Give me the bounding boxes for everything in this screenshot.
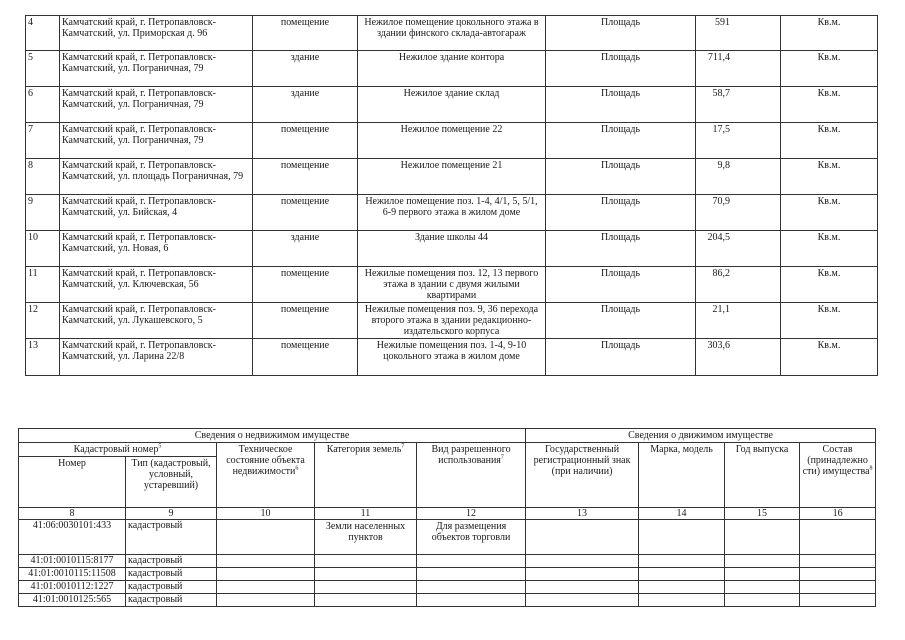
row-object-type: помещение <box>253 339 358 376</box>
row-object-name: Нежилые помещения поз. 9, 36 перехода второго этажа в здании редакционно-издательского корпуса <box>358 303 546 339</box>
movable-cell <box>725 594 800 607</box>
row-unit: Кв.м. <box>781 16 878 51</box>
movable-cell <box>639 555 725 568</box>
row-unit: Кв.м. <box>781 195 878 231</box>
land-category <box>315 568 417 581</box>
row-number: 4 <box>26 16 60 51</box>
column-number: 8 <box>19 508 126 520</box>
movable-cell <box>639 594 725 607</box>
table-row <box>19 520 876 555</box>
column-number: 15 <box>725 508 800 520</box>
header-permitted-use: Вид разрешенного использования$^7$ <box>417 443 526 508</box>
cadastral-type: кадастровый <box>126 594 217 607</box>
row-object-type: помещение <box>253 195 358 231</box>
row-parameter: Площадь <box>546 159 696 195</box>
header-tech-state: Техническое состояние объекта недвижимости$^6$ <box>217 443 315 508</box>
tech-state <box>217 568 315 581</box>
row-number: 13 <box>26 339 60 376</box>
group-header-movable: Сведения о движимом имуществе <box>526 429 876 443</box>
row-unit: Кв.м. <box>781 303 878 339</box>
table-row <box>26 16 878 51</box>
table-row <box>19 568 876 581</box>
row-object-name: Нежилые помещения поз. 1-4, 9-10 цокольного этажа в жилом доме <box>358 339 546 376</box>
row-object-name: Нежилое помещение 21 <box>358 159 546 195</box>
cadastral-type: кадастровый <box>126 555 217 568</box>
row-address: Камчатский край, г. Петропавловск-Камчатский, ул. Лукашевского, 5 <box>60 303 253 339</box>
movable-cell <box>800 520 876 555</box>
property-table-bottom-body <box>19 508 876 607</box>
movable-cell <box>725 520 800 555</box>
permitted-use <box>417 581 526 594</box>
row-object-name: Нежилое здание склад <box>358 87 546 123</box>
movable-cell <box>526 555 639 568</box>
row-object-type: помещение <box>253 267 358 303</box>
row-object-type: помещение <box>253 123 358 159</box>
row-address: Камчатский край, г. Петропавловск-Камчатский, ул. Пограничная, 79 <box>60 51 253 87</box>
row-number: 8 <box>26 159 60 195</box>
permitted-use <box>417 568 526 581</box>
tech-state <box>217 581 315 594</box>
header-number: Номер <box>19 457 126 508</box>
land-category <box>315 594 417 607</box>
row-parameter: Площадь <box>546 87 696 123</box>
row-object-name: Нежилые помещения поз. 12, 13 первого этажа в здании с двумя жилыми квартирами <box>358 267 546 303</box>
movable-cell <box>526 520 639 555</box>
row-parameter: Площадь <box>546 195 696 231</box>
table-row <box>26 303 878 339</box>
row-parameter: Площадь <box>546 51 696 87</box>
row-object-name: Здание школы 44 <box>358 231 546 267</box>
movable-cell <box>526 568 639 581</box>
row-object-name: Нежилое помещение поз. 1-4, 4/1, 5, 5/1, 6-9 первого этажа в жилом доме <box>358 195 546 231</box>
cadastral-type: кадастровый <box>126 568 217 581</box>
movable-cell <box>800 594 876 607</box>
movable-cell <box>725 568 800 581</box>
header-composition: Состав (принадлежно сти) имущества$^8$ <box>800 443 876 508</box>
row-parameter: Площадь <box>546 231 696 267</box>
movable-cell <box>526 581 639 594</box>
row-value: 86,2 <box>696 267 781 303</box>
row-unit: Кв.м. <box>781 231 878 267</box>
table-row <box>26 51 878 87</box>
column-numbers-row <box>19 508 876 520</box>
land-category: Земли населенных пунктов <box>315 520 417 555</box>
row-object-name: Нежилое помещение цокольного этажа в здании финского склада-автогараж <box>358 16 546 51</box>
row-parameter: Площадь <box>546 303 696 339</box>
row-number: 9 <box>26 195 60 231</box>
row-object-type: здание <box>253 51 358 87</box>
table-row <box>19 555 876 568</box>
header-reg-sign: Государственный регистрационный знак (при наличии) <box>526 443 639 508</box>
row-object-type: здание <box>253 231 358 267</box>
row-unit: Кв.м. <box>781 339 878 376</box>
permitted-use: Для размещения объектов торговли <box>417 520 526 555</box>
header-cadastral-number: Кадастровый номер$^5$ <box>19 443 217 457</box>
row-value: 9,8 <box>696 159 781 195</box>
table-row <box>26 159 878 195</box>
table-row <box>26 123 878 159</box>
row-unit: Кв.м. <box>781 87 878 123</box>
cadastral-number: 41:01:0010115:8177 <box>19 555 126 568</box>
column-number: 13 <box>526 508 639 520</box>
row-value: 70,9 <box>696 195 781 231</box>
header-model: Марка, модель <box>639 443 725 508</box>
table-row <box>26 267 878 303</box>
row-object-type: помещение <box>253 303 358 339</box>
cadastral-number: 41:06:0030101:433 <box>19 520 126 555</box>
row-address: Камчатский край, г. Петропавловск-Камчатский, ул. Новая, 6 <box>60 231 253 267</box>
row-value: 204,5 <box>696 231 781 267</box>
table-row <box>26 87 878 123</box>
row-parameter: Площадь <box>546 339 696 376</box>
row-unit: Кв.м. <box>781 267 878 303</box>
row-unit: Кв.м. <box>781 123 878 159</box>
row-address: Камчатский край, г. Петропавловск-Камчатский, ул. Бийская, 4 <box>60 195 253 231</box>
movable-cell <box>639 520 725 555</box>
row-parameter: Площадь <box>546 123 696 159</box>
column-number: 10 <box>217 508 315 520</box>
tech-state <box>217 520 315 555</box>
movable-cell <box>725 555 800 568</box>
row-object-type: помещение <box>253 16 358 51</box>
cadastral-type: кадастровый <box>126 520 217 555</box>
row-value: 591 <box>696 16 781 51</box>
row-object-type: помещение <box>253 159 358 195</box>
row-value: 58,7 <box>696 87 781 123</box>
land-category <box>315 555 417 568</box>
row-number: 6 <box>26 87 60 123</box>
row-number: 7 <box>26 123 60 159</box>
row-address: Камчатский край, г. Петропавловск-Камчатский, ул. Пограничная, 79 <box>60 123 253 159</box>
property-table-top-body <box>26 16 878 376</box>
property-table-bottom <box>18 428 876 607</box>
column-number: 16 <box>800 508 876 520</box>
permitted-use <box>417 594 526 607</box>
land-category <box>315 581 417 594</box>
permitted-use <box>417 555 526 568</box>
table-row <box>19 594 876 607</box>
table-row <box>26 231 878 267</box>
column-number: 11 <box>315 508 417 520</box>
movable-cell <box>800 581 876 594</box>
row-value: 17,5 <box>696 123 781 159</box>
cadastral-number: 41:01:0010125:565 <box>19 594 126 607</box>
row-number: 5 <box>26 51 60 87</box>
tech-state <box>217 555 315 568</box>
row-address: Камчатский край, г. Петропавловск-Камчатский, ул. площадь Пограничная, 79 <box>60 159 253 195</box>
group-header-realty: Сведения о недвижимом имуществе <box>19 429 526 443</box>
table-row <box>26 195 878 231</box>
property-table-top <box>25 15 878 376</box>
row-address: Камчатский край, г. Петропавловск-Камчатский, ул. Приморская д. 96 <box>60 16 253 51</box>
table-row <box>19 581 876 594</box>
row-address: Камчатский край, г. Петропавловск-Камчатский, ул. Ключевская, 56 <box>60 267 253 303</box>
row-unit: Кв.м. <box>781 51 878 87</box>
movable-cell <box>725 581 800 594</box>
row-address: Камчатский край, г. Петропавловск-Камчатский, ул. Пограничная, 79 <box>60 87 253 123</box>
row-value: 21,1 <box>696 303 781 339</box>
movable-cell <box>639 581 725 594</box>
row-value: 303,6 <box>696 339 781 376</box>
cadastral-number: 41:01:0010112:1227 <box>19 581 126 594</box>
row-parameter: Площадь <box>546 267 696 303</box>
cadastral-type: кадастровый <box>126 581 217 594</box>
table-row <box>26 339 878 376</box>
row-number: 10 <box>26 231 60 267</box>
row-number: 11 <box>26 267 60 303</box>
movable-cell <box>800 568 876 581</box>
cadastral-number: 41:01:0010115:11508 <box>19 568 126 581</box>
movable-cell <box>639 568 725 581</box>
row-address: Камчатский край, г. Петропавловск-Камчатский, ул. Ларина 22/8 <box>60 339 253 376</box>
column-number: 12 <box>417 508 526 520</box>
row-object-name: Нежилое помещение 22 <box>358 123 546 159</box>
header-type: Тип (кадастровый, условный, устаревший) <box>126 457 217 508</box>
movable-cell <box>800 555 876 568</box>
row-value: 711,4 <box>696 51 781 87</box>
tech-state <box>217 594 315 607</box>
movable-cell <box>526 594 639 607</box>
header-year: Год выпуска <box>725 443 800 508</box>
column-number: 14 <box>639 508 725 520</box>
column-number: 9 <box>126 508 217 520</box>
row-unit: Кв.м. <box>781 159 878 195</box>
row-object-type: здание <box>253 87 358 123</box>
row-object-name: Нежилое здание контора <box>358 51 546 87</box>
header-land-category: Категория земель$^7$ <box>315 443 417 508</box>
row-parameter: Площадь <box>546 16 696 51</box>
row-number: 12 <box>26 303 60 339</box>
